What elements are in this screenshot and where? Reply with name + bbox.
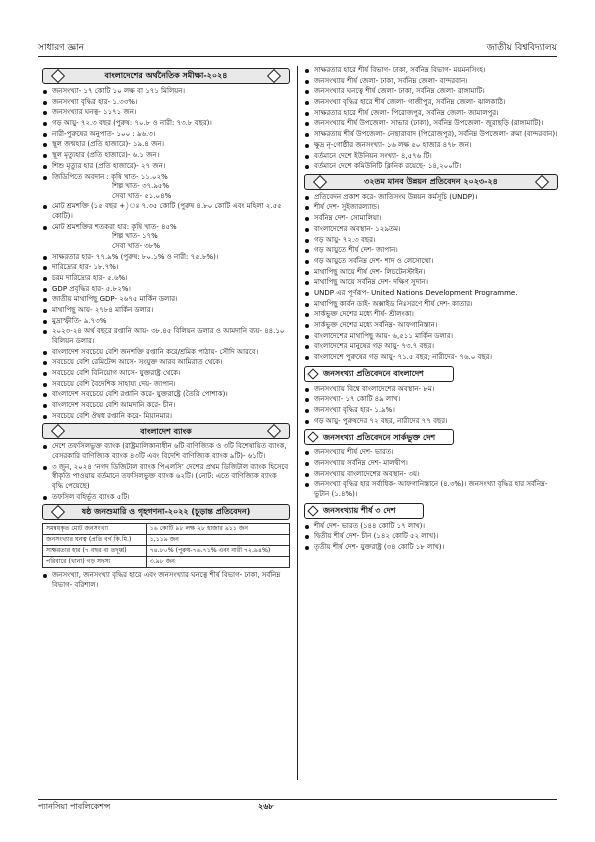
list-item: সাক্ষরতায় শীর্ষ উপজেলা- নেছারাবাদ (পিরোজপুর), সর্বনিম্ন উপজেলা- রুমা (বান্দরবান)।	[304, 130, 558, 140]
list-item: গড় আয়ুতে সর্বনিম্ন দেশ- শাদ ও লেসোথো।	[304, 257, 558, 267]
section-heading-bangladesh-bank: বাংলাদেশ ব্যাংক	[42, 423, 290, 439]
list-item: সার্কভুক্ত দেশের মধ্যে শীর্ষ- শ্রীলংকা।	[304, 310, 558, 320]
diamond-icon	[307, 432, 318, 443]
list-item: ৩ জুন, ২০২৪ ‘নগদ ডিজিটাল ব্যাংক পিএলসি’ দেশের প্রথম ডিজিটাল ব্যাংক হিসেবে স্বীকৃতি পাওয়ায় বর্তমানে তফসিলভুক্ত ব্যাংক ৬২টি। (নোট: এতে বাণিজ্যিক ব্যাংক বৃদ্ধি পেয়েছে)	[42, 463, 290, 492]
diamond-icon	[267, 424, 281, 438]
list-item: বাংলাদেশ সবচেয়ে বেশি রপ্তানি করে- যুক্তরাষ্ট্রে (তৈরি পোশাক)।	[42, 390, 290, 400]
list-item: বাংলাদেশ সবচেয়ে বেশি আমদানি করে- চীন।	[42, 401, 290, 411]
section-heading-hdr: ৩২তম মানব উন্নয়ন প্রতিবেদন ২০২৩-২৪	[304, 174, 558, 190]
list-item: দারিদ্র্যের হার- ১৮.৭%।	[42, 263, 290, 273]
header-rule	[38, 56, 557, 57]
left-column	[42, 66, 290, 591]
list-item: বাংলাদেশ সবচেয়ে বেশি জনশক্তি রপ্তানি করে/শ্রমিক পাঠায়- সৌদি আরবে।	[42, 348, 290, 358]
list-item: গড় আয়ুতে শীর্ষ দেশ- জাপান।	[304, 246, 558, 256]
list-item: মোট শ্রমশক্তি (১৫ বছর +)ঃ ৭.৩৫ কোটি (পুরুষ ৪.৮০ কোটি এবং মহিলা ২.৫৫ কোটি)।	[42, 202, 290, 221]
list-item: সাক্ষরতার হারে শীর্ষ জেলা- পিরোজপুর, সর্বনিম্ন জেলা- জামালপুর।	[304, 109, 558, 119]
list-item: শীর্ষ দেশ- সুইজারল্যান্ড।	[304, 203, 558, 213]
diamond-icon	[51, 505, 65, 519]
list-item: গড় আয়ু- ৭২.৩ বছর (পুরুষ: ৭০.৮ ও নারী: ৭৩.৮ বছর)।	[42, 119, 290, 129]
section-heading-saarc: জনসংখ্যা প্রতিবেদনে সার্কভুক্ত দেশ	[304, 429, 454, 445]
diamond-icon	[51, 424, 65, 438]
header-right: জাতীয় বিশ্ববিদ্যালয়	[486, 43, 557, 53]
list-item: জনসংখ্যা বৃদ্ধির হারে শীর্ষ জেলা- গাজীপুর, সর্বনিম্ন জেলা- ঝালকাঠি।	[304, 98, 558, 108]
list-item: জনসংখ্যায় সর্বনিম্ন দেশ- মালদ্বীপ।	[304, 459, 558, 469]
table-row: পরিবারে (খানা) গড় সদস্য ৩.৯৮ জন	[43, 557, 290, 568]
list-item: ক্ষুদ্র নৃ-গোষ্ঠীর জনসংখ্যা- ১৬ লক্ষ ৫০ হাজার ৪৭৮ জন।	[304, 141, 558, 151]
list-item: দেশে তফসিলভুক্ত ব্যাংক (রাষ্ট্রমালিকানাধীন ৬টি বাণিজ্যিক ও ৩টি বিশেষায়িত ব্যাংক, বেসরকারি বাণিজ্যিক ব্যাংক ৪৩টি এবং বিদেশি বাণিজ্যিক ব্যাংক ৯টি)- ৬১টি।	[42, 442, 290, 461]
list-item: জনসংখ্যা বৃদ্ধির হার- ১.৩৩%।	[42, 98, 290, 108]
list-item: জনসংখ্যা- ১৭ কোটি ৪৯ লাখ।	[304, 395, 558, 405]
list-item: সাক্ষরতার হার- ৭৭.৯% (পুরুষ: ৮০.১% ও নারী: ৭৫.৮%)।	[42, 253, 290, 263]
table-row: সাক্ষরতার হার (৭ বছর বা তদূর্ধ্ব) ৭৪.৮০% (পুরুষ-৭৬.৭১% এবং নারী ৭২.৯৪%)	[43, 546, 290, 557]
page-footer	[38, 801, 557, 814]
list-item: বর্তমানে দেশে ইউনিয়ন সংখ্যা- ৪,৫৭৬ টি।	[304, 152, 558, 162]
list-item: জনসংখ্যায় শীর্ষ জেলা- ঢাকা, সর্বনিম্ন জেলা- বান্দরবান।	[304, 77, 558, 87]
list-item: জনসংখ্যার ঘনত্ব- ১১৭১ জন।	[42, 108, 290, 118]
list-item: জনসংখ্যা বৃদ্ধির হার- ১.৯%।	[304, 406, 558, 416]
list-item: জনসংখ্যায় শীর্ষ উপজেলা- সাভার (ঢাকা), সর্বনিম্ন উপজেলা- জুরাছড়ি (রাঙ্গামাটি)।	[304, 119, 558, 129]
list-item: জাতীয় মাথাপিছু GDP- ২৬৭৫ মার্কিন ডলার।	[42, 295, 290, 305]
list-item: বাংলাদেশের মাথাপিছু আয়- ৬,৫১১ মার্কিন ডলার।	[304, 332, 558, 342]
list-item: স্থূল জন্মহার (প্রতি হাজারে)- ১৯.৪ জন।	[42, 140, 290, 150]
list-item: তফসিল বহির্ভূত ব্যাংক ৫টি।	[42, 493, 290, 503]
bullet-list	[304, 66, 558, 172]
list-item: প্রতিবেদন প্রকাশ করে- জাতিসংঘ উন্নয়ন কর্মসূচি (UNDP)।	[304, 193, 558, 203]
bullet-list	[42, 571, 290, 590]
bullet-list	[304, 385, 558, 427]
column-rule	[297, 66, 298, 780]
list-item: গড় আয়ু- ৭২.৩ বছর।	[304, 236, 558, 246]
diamond-icon	[51, 69, 65, 83]
list-item: বাংলাদেশের মানুষের গড় আয়ু- ৭৩.৭ বছর।	[304, 342, 558, 352]
list-item: জনসংখ্যা বৃদ্ধির হার সর্বাধিক- আফগানিস্তানে (৪.৩%)। জনসংখ্যা বৃদ্ধির হার সর্বনিম্ন- ভুটান (১.৪%)।	[304, 480, 558, 499]
bullet-list	[42, 87, 290, 421]
bullet-list	[42, 442, 290, 502]
census-table	[42, 523, 290, 568]
section-heading-population-report: জনসংখ্যা প্রতিবেদনে বাংলাদেশ	[304, 366, 454, 382]
list-item: UNDP এর পূর্ণরূপ- United Nations Development Programme.	[304, 289, 558, 299]
page-header	[38, 40, 557, 54]
list-item: মুদ্রাস্ফীতি- ৯.৭৩%	[42, 317, 290, 327]
list-item: বাংলাদেশের অবস্থান- ১২৯তম।	[304, 225, 558, 235]
list-item: বর্তমানে দেশে কমিউনিটি ক্লিনিক রয়েছে- ১৪,২০০টি।	[304, 162, 558, 172]
section-heading-economic-survey: বাংলাদেশের অর্থনৈতিক সমীক্ষা-২০২৪	[42, 68, 290, 84]
list-item: শীর্ষ দেশ- ভারত (১৪৪ কোটি ১৭ লাখ)।	[304, 522, 558, 532]
list-item: সবচেয়ে বেশি রেমিটেন্স আসে- সংযুক্ত আরব আমিরাত থেকে।	[42, 358, 290, 368]
list-item: সবচেয়ে বেশি বৈদেশিক সাহায্য দেয়- জাপান।	[42, 380, 290, 390]
diamond-icon	[267, 69, 281, 83]
list-item: মাথাপিছু আয়ে শীর্ষ দেশ- লিচটেনস্টাইন।	[304, 268, 558, 278]
diamond-icon	[307, 505, 318, 516]
list-item: সবচেয়ে বেশি বিনিয়োগ আসে- যুক্তরাষ্ট্র থেকে।	[42, 369, 290, 379]
table-row: সমন্বয়কৃত মোট জনসংখ্যা ১৬ কোটি ৯৮ লক্ষ ২৮ হাজার ৯১১ জন	[43, 524, 290, 535]
list-item: বাংলাদেশে পুরুষের গড় আয়ু- ৭১.৫ বছর; নারীদের- ৭৬.০ বছর।	[304, 353, 558, 363]
list-item: জনসংখ্যার ঘনত্বে শীর্ষ জেলা- ঢাকা, সর্বনিম্ন জেলা- রাঙ্গামাটি।	[304, 87, 558, 97]
list-item: সাক্ষরতার হারে শীর্ষ বিভাগ- ঢাকা, সর্বনিম্ন বিভাগ- ময়মনসিংহ।	[304, 66, 558, 76]
list-item: সবচেয়ে বেশি ঔষধ রপ্তানি করে- মিয়ানমার।	[42, 412, 290, 422]
right-column	[304, 66, 558, 554]
diamond-icon	[307, 368, 318, 379]
list-item: জনসংখ্যা, জনসংখ্যা বৃদ্ধির হারে এবং জনসংখ্যার ঘনত্বে শীর্ষ বিভাগ- ঢাকা, সর্বনিম্ন বিভাগ- বরিশাল।	[42, 571, 290, 590]
list-item: মোট শ্রমশক্তির শতকরা হার: কৃষি খাত- ৪৫% শিল্প খাত- ১৭% সেবা খাত- ৩৮%	[42, 223, 290, 252]
header-left: সাধারণ জ্ঞান	[38, 43, 85, 53]
section-heading-census: ষষ্ঠ জনশুমারি ও গৃহগণনা-২০২২ (চূড়ান্ত প্রতিবেদন)	[42, 504, 290, 520]
bullet-list	[304, 448, 558, 499]
list-item: জনসংখ্যা- ১৭ কোটি ১০ লক্ষ বা ১৭১ মিলিয়ন।	[42, 87, 290, 97]
list-item: জনসংখ্যায় শীর্ষ দেশ- ভারত।	[304, 448, 558, 458]
page-number: ২৬৮	[258, 802, 274, 811]
list-item: GDP প্রবৃদ্ধির হার- ৫.৮২%।	[42, 285, 290, 295]
list-item: জিডিপিতে অবদান : কৃষি খাত- ১১.০২% শিল্প খাত- ৩৭.৯৫% সেবা খাত- ৫১.০৪%	[42, 173, 290, 202]
list-item: মাথাপিছু আয়- ২৭৮৪ মার্কিন ডলার।	[42, 306, 290, 316]
list-item: জনসংখ্যায় বাংলাদেশের অবস্থান- ৩য়।	[304, 470, 558, 480]
section-heading-top3: জনসংখ্যায় শীর্ষ ৩ দেশ	[304, 503, 424, 519]
list-item: জনসংখ্যায় বিশ্বে বাংলাদেশের অবস্থান- ৮ম।	[304, 385, 558, 395]
diamond-icon	[535, 175, 549, 189]
list-item: তৃতীয় শীর্ষ দেশ- যুক্তরাষ্ট্র (৩৪ কোটি ১৮ লাখ)।	[304, 543, 558, 553]
list-item: চরম দারিদ্র্যের হার- ৫.৬%।	[42, 274, 290, 284]
list-item: শিশু মৃত্যুর হার (প্রতি হাজারে)- ২৭ জন।	[42, 162, 290, 172]
list-item: মাথাপিছু কার্বন ডাই- অক্সাইড নিঃসরণে শীর্ষ দেশ- কাতার।	[304, 300, 558, 310]
bullet-list	[304, 193, 558, 363]
footer-rule	[38, 799, 557, 800]
list-item: নারী-পুরুষের অনুপাত- ১০০ : ৯৬.৩।	[42, 130, 290, 140]
diamond-icon	[313, 175, 327, 189]
list-item: দ্বিতীয় শীর্ষ দেশ- চীন (১৪২ কোটি ৫২ লাখ)।	[304, 532, 558, 542]
list-item: সর্বনিম্ন দেশ- সোমালিয়া।	[304, 214, 558, 224]
list-item: গড় আয়ু- পুরুষদের ৭২ বছর, নারীদের ৭৭ বছর।	[304, 417, 558, 427]
table-row: জনসংখ্যার ঘনত্ব (প্রতি বর্গ কি.মি.) ১,১১৯ জন	[43, 535, 290, 546]
list-item: সার্কভুক্ত দেশের মধ্যে সর্বনিম্ন- আফগানিস্তান।	[304, 321, 558, 331]
list-item: মাথাপিছু আয়ে সর্বনিম্ন দেশ- দক্ষিণ সুদান।	[304, 278, 558, 288]
bullet-list	[304, 522, 558, 553]
list-item: ২০২৩-২৪ অর্থ বছরে রপ্তানি আয়- ৩৮.৪৫ বিলিয়ন ডলার ও আমদানি ব্যয়- ৪৪.১০ বিলিয়ন ডলার।	[42, 327, 290, 346]
publisher-name: প্যানসিয়া পাবলিকেশন্স	[38, 802, 111, 811]
list-item: স্থূল মৃত্যুহার (প্রতি হাজারে)- ৬.১ জন।	[42, 151, 290, 161]
